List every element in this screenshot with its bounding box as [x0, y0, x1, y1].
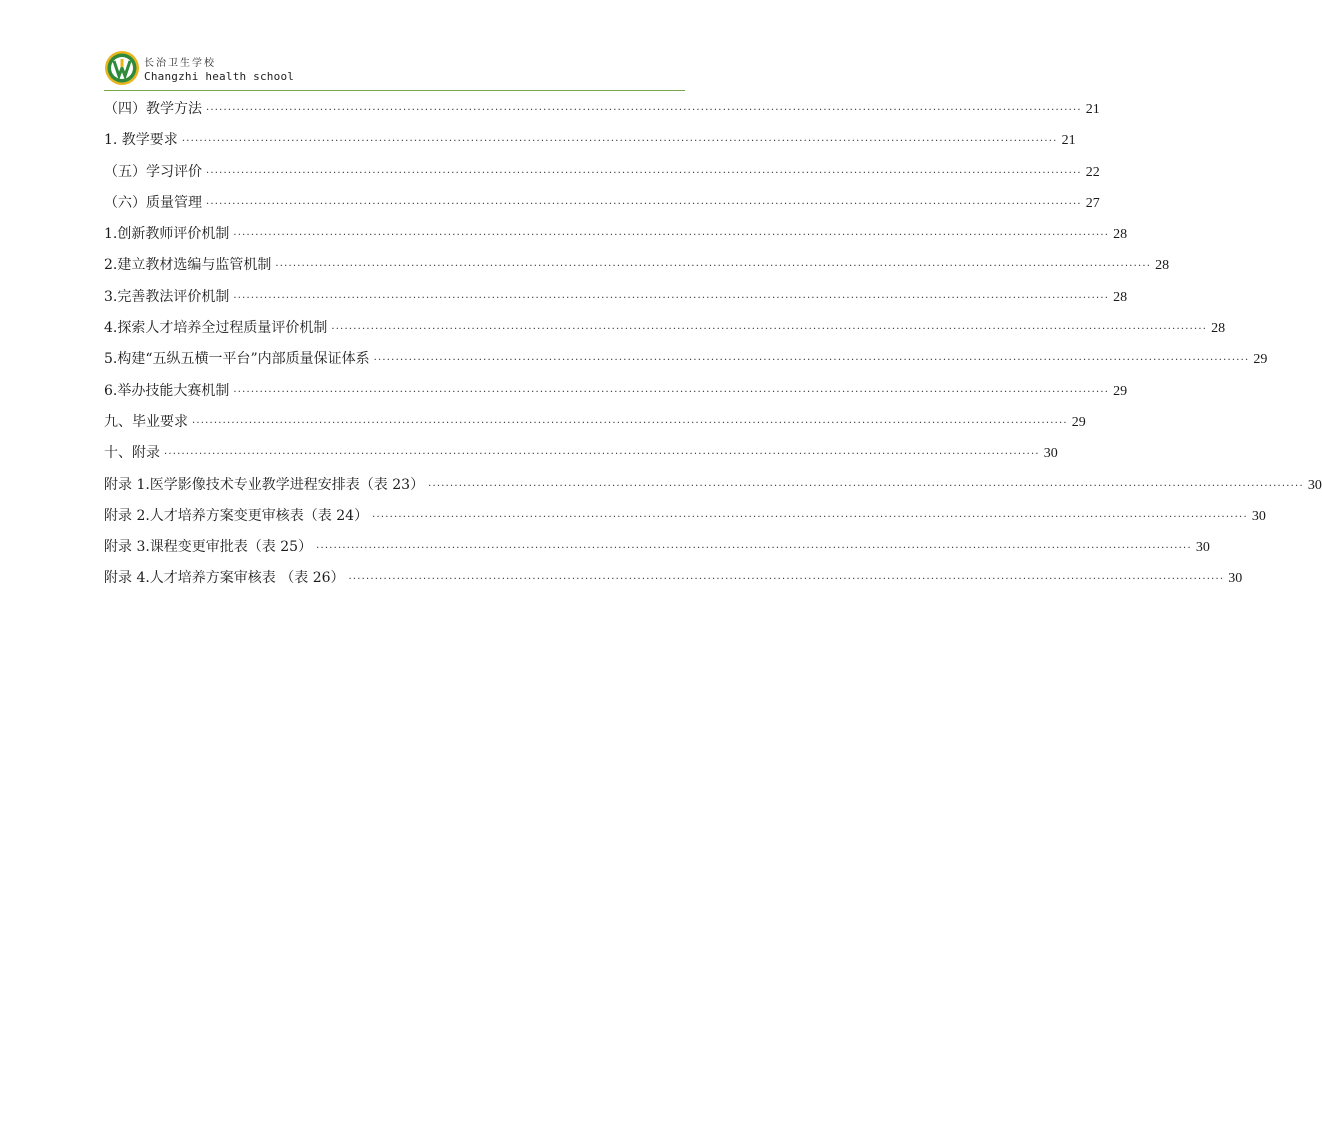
page-header — [104, 48, 684, 88]
toc-entry[interactable] — [104, 470, 1322, 501]
toc-dot-leader: ········································································································································································································ — [372, 511, 1248, 523]
toc-dot-leader: ········································································································································································································ — [233, 386, 1110, 398]
toc-entry-title: 九、毕业要求 — [104, 413, 188, 430]
toc-entry-title: （五）学习评价 — [104, 163, 202, 180]
toc-entry[interactable] — [104, 282, 1128, 313]
toc-entry-title: 1. 教学要求 — [104, 132, 178, 149]
toc-entry[interactable] — [104, 532, 1210, 563]
toc-dot-leader: ········································································································································································································ — [275, 261, 1152, 273]
school-name-en: Changzhi health school — [144, 70, 295, 83]
toc-entry-page: 29 — [1113, 383, 1128, 399]
toc-dot-leader: ········································································································································································································ — [164, 449, 1040, 461]
toc-entry[interactable] — [104, 407, 1086, 438]
toc-entry-title: 1.创新教师评价机制 — [104, 226, 230, 243]
toc-entry[interactable] — [104, 313, 1226, 344]
toc-dot-leader: ········································································································································································································ — [428, 480, 1304, 492]
toc-entry[interactable] — [104, 188, 1100, 219]
toc-dot-leader: ········································································································································································································ — [181, 136, 1058, 148]
toc-dot-leader: ········································································································································································································ — [206, 198, 1082, 210]
toc-entry[interactable] — [104, 344, 1268, 375]
toc-entry-page: 28 — [1113, 289, 1128, 305]
school-name-cn: 长治卫生学校 — [144, 58, 216, 69]
toc-entry-title: 6.举办技能大赛机制 — [104, 382, 230, 399]
toc-entry-page: 22 — [1085, 164, 1100, 180]
toc-entry-title: 附录 3.课程变更审批表（表 25） — [104, 539, 313, 556]
toc-entry-page: 28 — [1113, 227, 1128, 243]
toc-entry-page: 21 — [1061, 133, 1076, 149]
toc-entry-page: 28 — [1155, 258, 1170, 274]
toc-entry-page: 30 — [1251, 508, 1266, 524]
toc-entry[interactable] — [104, 501, 1266, 532]
toc-entry-title: 附录 2.人才培养方案变更审核表（表 24） — [104, 507, 369, 524]
toc-dot-leader: ········································································································································································································ — [316, 543, 1192, 555]
toc-entry-page: 30 — [1228, 571, 1243, 587]
toc-entry-page: 28 — [1211, 321, 1226, 337]
toc-entry-title: 3.完善教法评价机制 — [104, 288, 230, 305]
toc-entry-title: 十、附录 — [104, 445, 160, 462]
toc-entry[interactable] — [104, 219, 1128, 250]
toc-dot-leader: ········································································································································································································ — [331, 324, 1208, 336]
toc-entry-title: （六）质量管理 — [104, 194, 202, 211]
toc-entry-page: 27 — [1085, 195, 1100, 211]
toc-entry-page: 21 — [1085, 102, 1100, 117]
toc-entry-title: （四）教学方法 — [104, 101, 202, 117]
toc-entry-page: 30 — [1043, 446, 1058, 462]
toc-entry[interactable] — [104, 376, 1128, 407]
toc-entry-page: 30 — [1307, 477, 1322, 493]
toc-entry[interactable] — [104, 250, 1170, 281]
toc-dot-leader: ········································································································································································································ — [233, 230, 1110, 242]
toc-dot-leader: ········································································································································································································ — [373, 355, 1250, 367]
toc-entry[interactable] — [104, 125, 1076, 156]
toc-entry-title: 附录 4.人才培养方案审核表 （表 26） — [104, 570, 345, 587]
toc-dot-leader: ········································································································································································································ — [192, 417, 1068, 429]
school-emblem-icon — [104, 50, 140, 86]
toc-dot-leader: ········································································································································································································ — [348, 574, 1225, 586]
toc-dot-leader: ········································································································································································································ — [206, 105, 1082, 116]
toc-entry-title: 2.建立教材选编与监管机制 — [104, 257, 272, 274]
toc-entry[interactable] — [104, 94, 1100, 125]
toc-entry-title: 附录 1.医学影像技术专业教学进程安排表（表 23） — [104, 476, 425, 493]
toc-entry[interactable] — [104, 438, 1058, 469]
toc-dot-leader: ········································································································································································································ — [206, 167, 1082, 179]
toc-dot-leader: ········································································································································································································ — [233, 292, 1110, 304]
toc-entry-page: 29 — [1253, 352, 1268, 368]
toc-entry-title: 4.探索人才培养全过程质量评价机制 — [104, 320, 328, 337]
toc-entry[interactable] — [104, 157, 1100, 188]
toc-entry[interactable] — [104, 563, 1243, 594]
table-of-contents — [104, 94, 1322, 595]
header-divider — [104, 90, 685, 91]
toc-entry-page: 30 — [1195, 540, 1210, 556]
toc-entry-page: 29 — [1071, 414, 1086, 430]
toc-entry-title: 5.构建“五纵五横一平台”内部质量保证体系 — [104, 351, 370, 368]
